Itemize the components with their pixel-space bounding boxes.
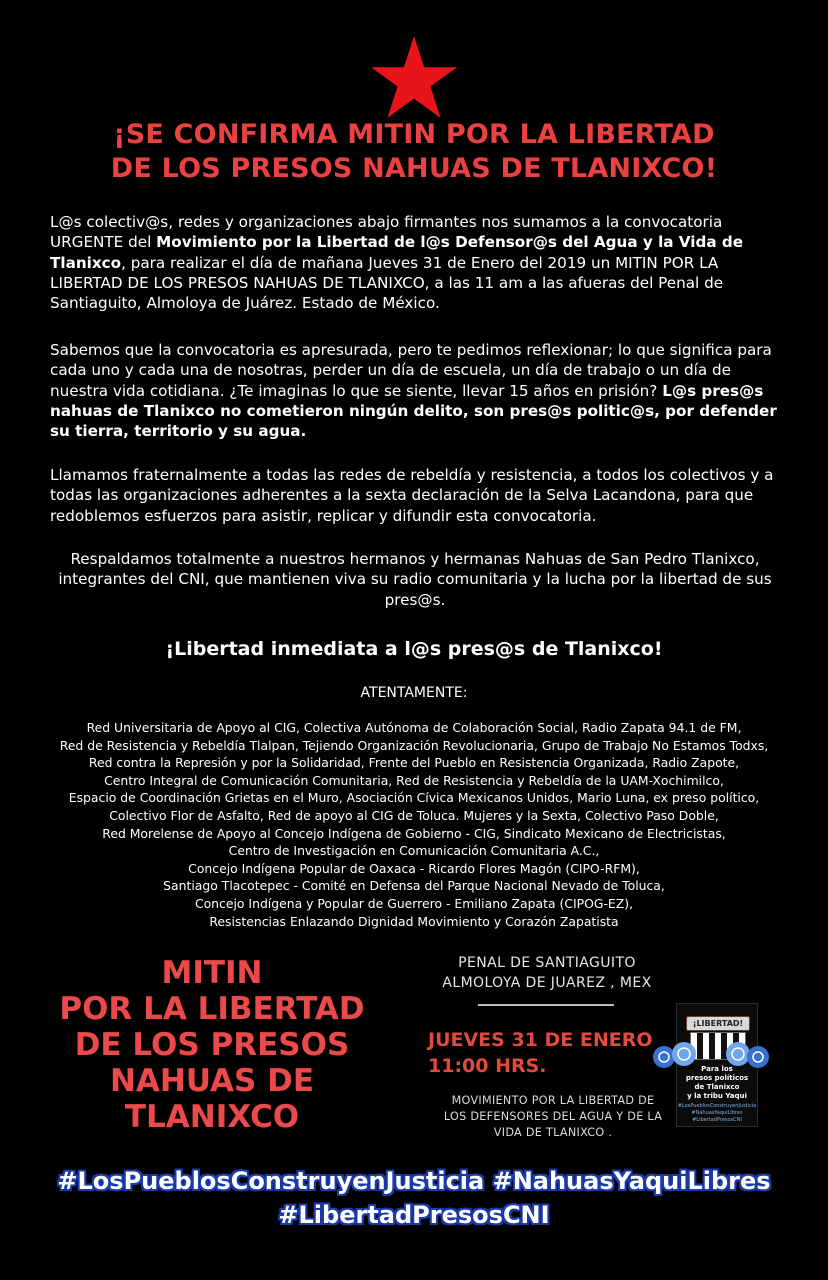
signer-line: Concejo Indígena Popular de Oaxaca - Ricardo Flores Magón (CIPO-RFM),: [188, 860, 640, 876]
logo-text: [676, 1065, 758, 1101]
mitin-heading: [50, 955, 374, 1135]
paragraph-support: Respaldamos totalmente a nuestros hermanos y hermanas Nahuas de San Pedro Tlanixco, integrantes del CNI, que mantienen viva su radio comunitaria y la lucha por la libertad de sus pres@s.: [58, 550, 772, 609]
signer-line: Red contra la Represión y por la Solidaridad, Frente del Pueblo en Resistencia Organizada, Radio Zapote,: [88, 755, 740, 771]
paragraph-convocation: [50, 212, 790, 313]
headline-line-2: DE LOS PRESOS NAHUAS DE TLANIXCO!: [110, 153, 718, 184]
mitin-line: POR LA LIBERTAD: [59, 991, 365, 1027]
headline-line-1: ¡SE CONFIRMA MITIN POR LA LIBERTAD: [113, 119, 715, 150]
headline: [0, 118, 828, 186]
signer-line: Red Morelense de Apoyo al Concejo Indígena de Gobierno - CIG, Sindicato Mexicano de Electricistas,: [102, 825, 726, 841]
political-prisoners-bold: L@s pres@s nahuas de Tlanixco no cometieron ningún delito, son pres@s politic@s, por defender su tierra, territorio y su agua.: [50, 381, 777, 441]
logo-tag: #NahuasYaquiLibres: [691, 1110, 743, 1116]
movement-line: VIDA DE TLANIXCO .: [493, 1126, 613, 1139]
place-line-1: PENAL DE SANTIAGUITO: [458, 955, 636, 971]
event-place: [412, 953, 682, 993]
signer-line: Red de Resistencia y Rebeldía Tlalpan, Tejiendo Organización Revolucionaria, Grupo de Trabajo No Estamos Todxs,: [59, 737, 769, 753]
paragraph-reflection: [50, 340, 790, 441]
atentamente-label: ATENTAMENTE:: [360, 685, 468, 701]
movement-credit: [428, 1093, 678, 1141]
place-line-2: ALMOLOYA DE JUAREZ , MEX: [442, 975, 652, 991]
signer-line: Espacio de Coordinación Grietas en el Muro, Asociación Cívica Mexicanos Unidos, Mario Luna, ex preso político,: [68, 790, 760, 806]
movement-line: LOS DEFENSORES DEL AGUA Y DE LA: [443, 1110, 663, 1123]
movement-name-bold: Movimiento por la Libertad de l@s Defensor@s del Agua y la Vida de Tlanixco: [50, 233, 744, 272]
mitin-line: TLANIXCO: [124, 1099, 300, 1135]
event-date: [428, 1027, 658, 1079]
logo-text-line: Para los: [701, 1065, 733, 1073]
logo-tags: [676, 1103, 758, 1124]
signer-line: Resistencias Enlazando Dignidad Movimiento y Corazón Zapatista: [209, 913, 619, 929]
red-star-icon: [371, 36, 457, 118]
slogan: ¡Libertad inmediata a l@s pres@s de Tlanixco!: [165, 638, 663, 660]
campaign-logo: [650, 1003, 772, 1129]
signer-line: Red Universitaria de Apoyo al CIG, Colectiva Autónoma de Colaboración Social, Radio Zapata 94.1 de FM,: [86, 720, 742, 735]
movement-line: MOVIMIENTO POR LA LIBERTAD DE: [451, 1094, 655, 1107]
signer-line: Colectivo Flor de Asfalto, Red de apoyo al CIG de Toluca. Mujeres y la Sexta, Colectivo Paso Doble,: [109, 807, 719, 823]
mitin-line: NAHUAS DE: [109, 1063, 315, 1099]
mitin-line: MITIN: [161, 955, 263, 991]
logo-tag: #LibertadPresosCNI: [692, 1117, 742, 1123]
logo-text-line: de Tlanixco: [694, 1083, 740, 1091]
signer-line: Centro Integral de Comunicación Comunitaria, Red de Resistencia y Rebeldía de la UAM-Xochimilco,: [104, 772, 724, 788]
logo-tag: #LosPueblosConstruyenJusticia: [677, 1103, 757, 1109]
signer-line: Santiago Tlacotepec - Comité en Defensa del Parque Nacional Nevado de Toluca,: [163, 878, 665, 894]
signers-list: [0, 719, 828, 930]
logo-text-line: y la tribu Yaqui: [687, 1092, 747, 1100]
time-line: 11:00 HRS.: [428, 1055, 547, 1077]
hashtags: [0, 1164, 828, 1232]
paragraph-reflection-text: Sabemos que la convocatoria es apresurada, pero te pedimos reflexionar; lo que significa para cada uno y cada una de nosotras, perder un día de escuela, un día de trabajo o un día de nuestra vida cotidiana. ¿Te imaginas lo que se siente, llevar 15 años en prisión?: [50, 341, 772, 400]
date-line: JUEVES 31 DE ENERO: [428, 1029, 653, 1051]
divider: [478, 1004, 614, 1006]
signer-line: Concejo Indígena y Popular de Guerrero - Emiliano Zapata (CIPOG-EZ),: [194, 895, 634, 911]
hashtag-line-2: #LibertadPresosCNI: [278, 1201, 550, 1229]
signer-line: Centro de Investigación en Comunicación Comunitaria A.C.,: [228, 843, 600, 859]
logo-text-line: presos políticos: [685, 1074, 749, 1082]
paragraph-convocation-text-1: L@s colectiv@s, redes y organizaciones abajo firmantes nos sumamos a la convocatoria URGENTE del: [50, 213, 723, 252]
hashtag-line-1: #LosPueblosConstruyenJusticia #NahuasYaquiLibres: [57, 1167, 771, 1195]
paragraph-call: Llamamos fraternalmente a todas las redes de rebeldía y resistencia, a todos los colectivos y a todas las organizaciones adherentes a la sexta declaración de la Selva Lacandona, para que redoblemos esfuerzos para asistir, replicar y difundir esta convocatoria.: [50, 466, 774, 525]
mitin-line: DE LOS PRESOS: [74, 1027, 350, 1063]
logo-badge: ¡LIBERTAD!: [686, 1016, 750, 1031]
paragraph-convocation-text-2: , para realizar el día de mañana Jueves 31 de Enero del 2019 un MITIN POR LA LIBERTAD DE LOS PRESOS NAHUAS DE TLANIXCO, a las 11 am a las afueras del Penal de Santiaguito, Almoloya de Juárez. Estado de México.: [50, 253, 724, 313]
